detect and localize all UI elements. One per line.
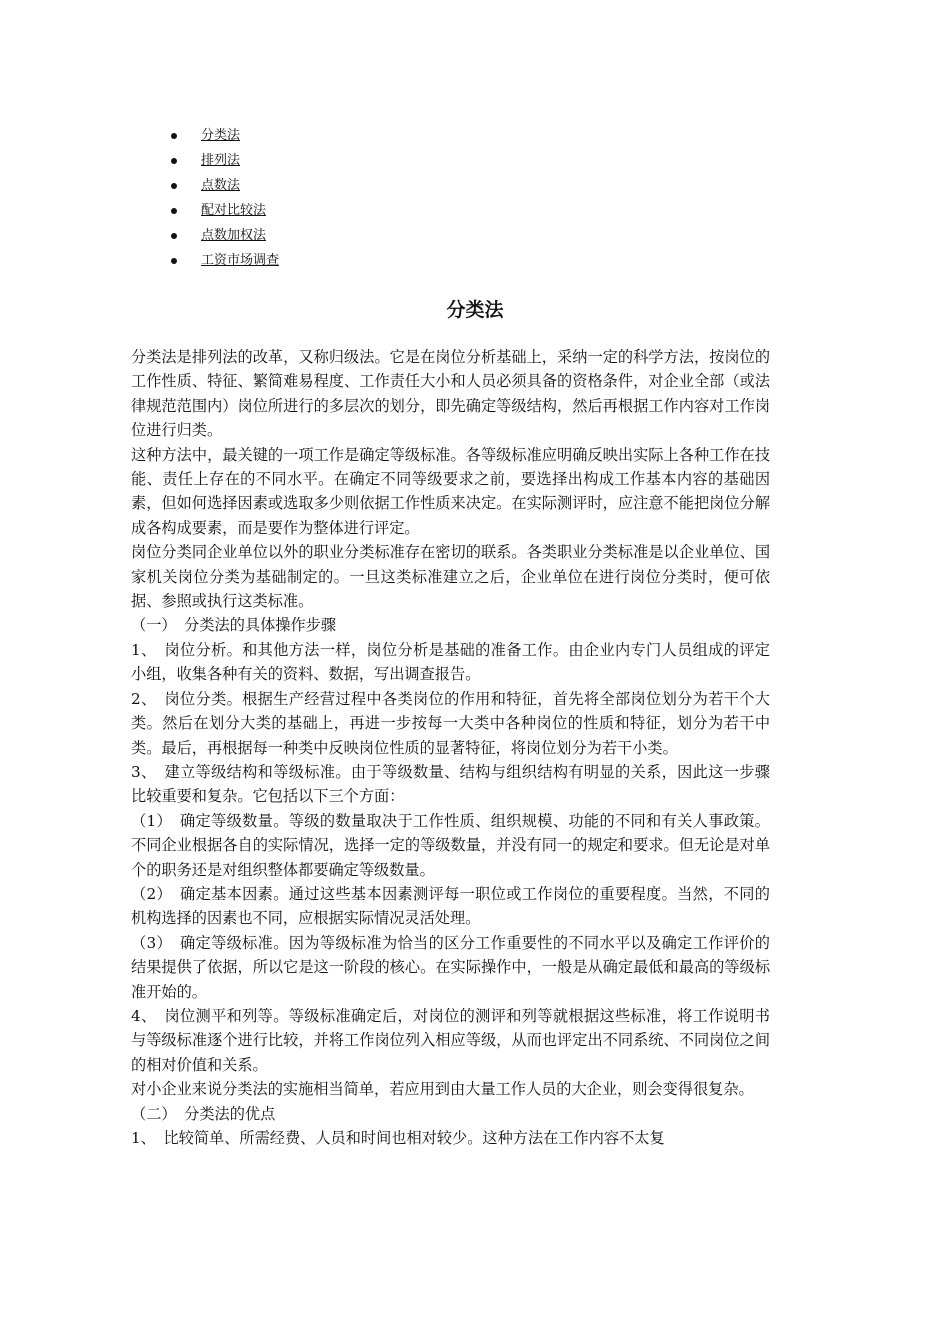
toc-item [165, 251, 279, 276]
toc-link-paired-comparison[interactable]: 配对比较法 [201, 203, 267, 218]
bullet-icon [171, 158, 177, 164]
paragraph-small-business: 对小企业来说分类法的实施相当简单，若应用到由大量工作人员的大企业，则会变得很复杂。 [131, 1080, 754, 1099]
document-body [131, 345, 770, 1150]
toc-link-weighted-point[interactable]: 点数加权法 [201, 228, 267, 243]
bullet-icon [171, 183, 177, 189]
sub-step-2: （2） 确定基本因素。通过这些基本因素测评每一职位或工作岗位的重要程度。当然，不同的机构选择的因素也不同，应根据实际情况灵活处理。 [131, 884, 770, 928]
step-3: 3、 建立等级结构和等级标准。由于等级数量、结构与组织结构有明显的关系，因此这一步骤比较重要和复杂。它包括以下三个方面： [131, 762, 770, 806]
table-of-contents [165, 126, 279, 276]
toc-link-point[interactable]: 点数法 [201, 178, 241, 193]
toc-item [165, 201, 279, 226]
sub-step-3: （3） 确定等级标准。因为等级标准为恰当的区分工作重要性的不同水平以及确定工作评价的结果提供了依据，所以它是这一阶段的核心。在实际操作中，一般是从确定最低和最高的等级标准开始的。 [131, 933, 770, 1001]
toc-item [165, 151, 279, 176]
toc-item [165, 126, 279, 151]
bullet-icon [171, 133, 177, 139]
toc-link-salary-survey[interactable]: 工资市场调查 [201, 253, 280, 268]
toc-item [165, 226, 279, 251]
bullet-icon [171, 208, 177, 214]
paragraph-intro: 分类法是排列法的改革，又称归级法。它是在岗位分析基础上，采纳一定的科学方法，按岗位的工作性质、特征、繁简难易程度、工作责任大小和人员必须具备的资格条件，对企业全部（或法律规范范围内）岗位所进行的多层次的划分，即先确定等级结构，然后再根据工作内容对工作岗位进行归类。 [131, 348, 770, 440]
paragraph-relation: 岗位分类同企业单位以外的职业分类标准存在密切的联系。各类职业分类标准是以企业单位、国家机关岗位分类为基础制定的。一旦这类标准建立之后，企业单位在进行岗位分类时，便可依据、参照或执行这类标准。 [131, 543, 770, 611]
bullet-icon [171, 258, 177, 264]
toc-item [165, 176, 279, 201]
step-2: 2、 岗位分类。根据生产经营过程中各类岗位的作用和特征，首先将全部岗位划分为若干个大类。然后在划分大类的基础上，再进一步按每一大类中各种岗位的性质和特征，划分为若干中类。最后，再根据每一种类中反映岗位性质的显著特征，将岗位划分为若干小类。 [131, 689, 770, 757]
sub-step-1: （1） 确定等级数量。等级的数量取决于工作性质、组织规模、功能的不同和有关人事政策。不同企业根据各自的实际情况，选择一定的等级数量，并没有同一的规定和要求。但无论是对单个的职务还是对组织整体都要确定等级数量。 [131, 811, 770, 879]
paragraph-key-work: 这种方法中，最关键的一项工作是确定等级标准。各等级标准应明确反映出实际上各种工作在技能、责任上存在的不同水平。在确定不同等级要求之前，要选择出构成工作基本内容的基础因素，但如何选择因素或选取多少则依据工作性质来决定。在实际测评时，应注意不能把岗位分解成各构成要素，而是要作为整体进行评定。 [131, 445, 770, 537]
step-4: 4、 岗位测平和列等。等级标准确定后，对岗位的测评和列等就根据这些标准，将工作说明书与等级标准逐个进行比较，并将工作岗位列入相应等级，从而也评定出不同系统、不同岗位之间的相对价值和关系。 [131, 1006, 770, 1074]
step-1: 1、 岗位分析。和其他方法一样，岗位分析是基础的准备工作。由企业内专门人员组成的评定小组，收集各种有关的资料、数据，写出调查报告。 [131, 640, 770, 684]
advantage-1: 1、 比较简单、所需经费、人员和时间也相对较少。这种方法在工作内容不太复 [131, 1129, 665, 1147]
section-heading-steps: （一） 分类法的具体操作步骤 [131, 616, 337, 635]
toc-link-classification[interactable]: 分类法 [201, 128, 241, 143]
bullet-icon [171, 233, 177, 239]
toc-link-ranking[interactable]: 排列法 [201, 153, 241, 168]
page-title: 分类法 [446, 299, 504, 321]
section-heading-advantages: （二） 分类法的优点 [131, 1104, 276, 1123]
